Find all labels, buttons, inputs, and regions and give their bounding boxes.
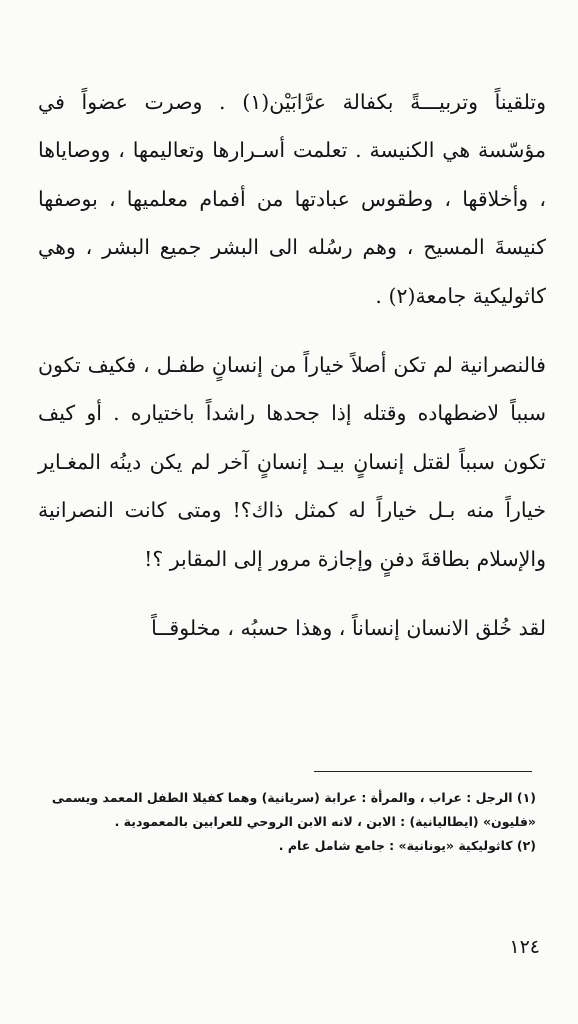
paragraph-2: فالنصرانية لم تكن أصلاً خياراً من إنسانٍ طفـل ، فكيف تكون سبباً لاضطهاده وقتله إذا جحدها راشداً باختياره . أو كيف تكون سبباً لقتل إنسانٍ بيـد إنسانٍ آخر لم يكن دينُه المغـاير خياراً منه بـل خياراً له كمثل ذاك؟! ومتى كانت النصرانية والإسلام بطاقةَ دفنٍ وإجازة مرور إلى المقابر ؟! [38,353,546,571]
paragraph-1: وتلقيناً وتربيـــةً بكفالة عرَّابَيْن(١) . وصرت عضواً في مؤسّسة هي الكنيسة . تعلمت أسـرارها وتعاليمها ، ووصاياها ، وأخلاقها ، وطقوس عبادتها من أفمام معلميها ، بوصفها كنيسةَ المسيح ، وهم رسُله الى البشر جميع البشر ، وهي كاثوليكية جامعة(٢) . [38,90,546,308]
footnote-divider [314,771,532,772]
footnotes [36,786,536,858]
footnote-2: (٢) كاثوليكية «يونانية» : جامع شامل عام . [278,838,536,853]
page-number: ١٢٤ [509,936,540,958]
paragraph-3: لقد خُلق الانسان إنساناً ، وهذا حسبُه ، مخلوقــاً [151,616,546,641]
main-text [38,78,546,652]
footnote-1: (١) الرجل : عراب ، والمرأة : عرابة (سريانية) وهما كفيلا الطفل المعمد ويسمى «فليون» (ايطاليانية) : الابن ، لانه الابن الروحي للعرابين بالمعمودية . [51,790,536,829]
